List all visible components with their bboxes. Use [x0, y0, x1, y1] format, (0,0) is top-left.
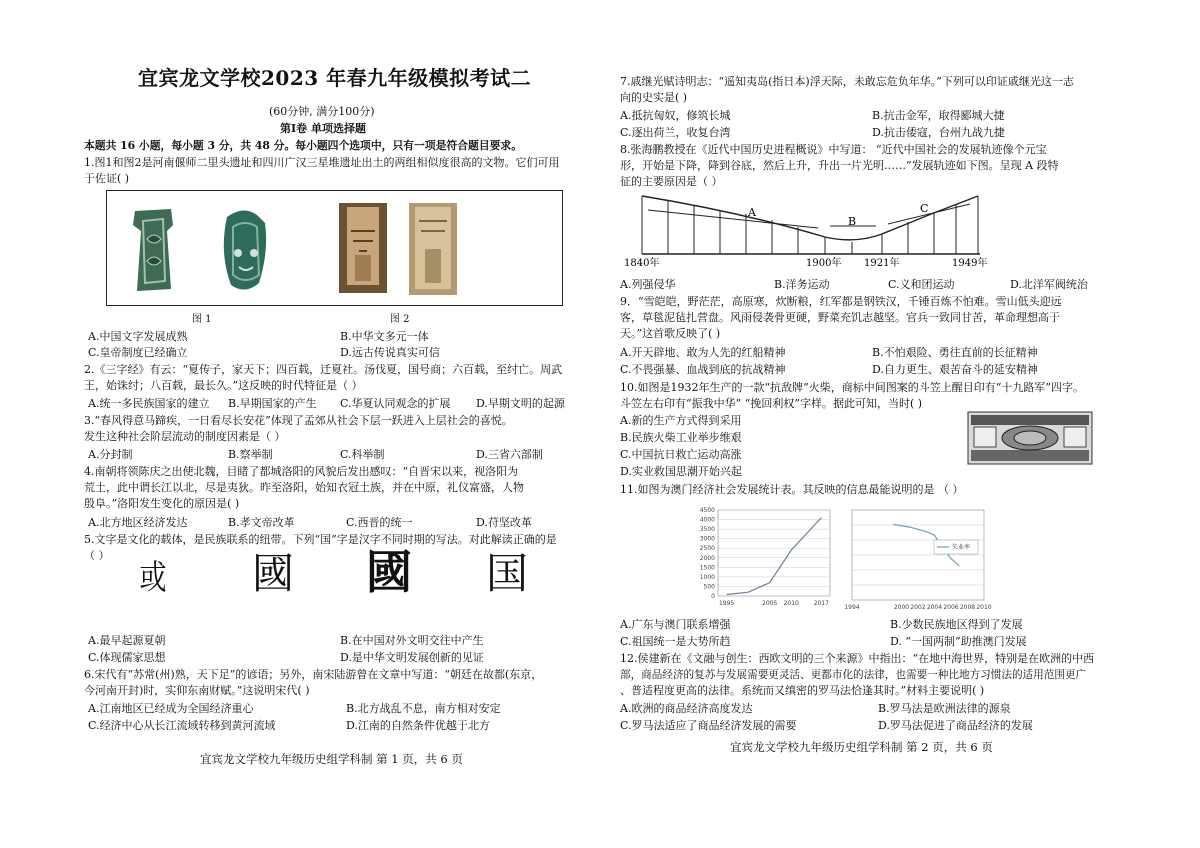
chart2-x-tick-label: 2008 — [959, 604, 976, 611]
artifact-photos — [107, 191, 562, 305]
section-heading: 第Ⅰ卷 单项选择题 — [280, 122, 366, 135]
q3-option-c[interactable]: C.科举制 — [340, 448, 385, 461]
q6-option-d[interactable]: D.江南的自然条件优越于北方 — [346, 719, 490, 732]
artifact-scepter-2 — [409, 203, 457, 295]
q11-option-c[interactable]: C.祖国统一是大势所趋 — [620, 635, 731, 648]
chart1-y-tick-label: 2000 — [699, 554, 715, 562]
question-11 — [620, 482, 1114, 498]
chart2-x-tick-label: 2002 — [910, 604, 926, 611]
artifact-plaque-1 — [133, 209, 173, 291]
guo-glyph-traditional: 國 — [366, 545, 412, 599]
figure-1-caption: 图 1 — [192, 314, 212, 325]
q5-option-b[interactable]: B.在中国对外文明交往中产生 — [340, 634, 484, 647]
q3-option-a[interactable]: A.分封制 — [88, 448, 133, 461]
chart1-x-tick-label: 2010 — [783, 600, 799, 607]
macau-charts-svg — [620, 500, 990, 616]
chart1-y-tick-label: 1500 — [699, 564, 715, 572]
q1-option-b[interactable]: B.中华文多元一体 — [340, 330, 429, 343]
segment-c-arrow — [888, 204, 970, 224]
chart1-y-tick-label: 4000 — [699, 516, 715, 524]
q6-option-a[interactable]: A.江南地区已经成为全国经济重心 — [88, 702, 254, 715]
question-9-line-1: 9．“雪皑皑，野茫茫，高原寒，炊断粮，红军都是钢铁汉，千锤百炼不怕难。雪山低头迎远 — [620, 295, 1062, 308]
question-9-line-3: 天。”这首歌反映了( ) — [620, 327, 721, 340]
question-3-line-1: 3.“春风得意马蹄疾，一日看尽长安花”体现了孟郊从社会下层一跃进入上层社会的喜悦。 — [84, 414, 513, 427]
question-12-line-2: 部，商品经济的复苏与发展需要更灵活、更都市化的法律，也需要一种比地方习惯法的适用范围更广 — [620, 669, 1087, 681]
question-2-line-2: 王，始诛纣；八百载，最长久。”这反映的时代特征是（ ） — [84, 379, 363, 392]
question-9 — [620, 294, 1114, 342]
question-4 — [84, 464, 584, 512]
q1-option-d[interactable]: D.远古传说真实可信 — [340, 346, 440, 359]
q4-option-d[interactable]: D.苻坚改革 — [476, 516, 532, 529]
year-label-1840: 1840年 — [624, 258, 660, 269]
question-5-line-2: （ ） — [84, 549, 110, 562]
year-label-1949: 1949年 — [952, 258, 988, 269]
q12-option-c[interactable]: C.罗马法适应了商品经济发展的需要 — [620, 719, 797, 732]
segment-b-label: B — [848, 215, 857, 228]
q10-option-a[interactable]: A.新的生产方式得到采用 — [620, 414, 742, 427]
chart1-y-tick-label: 2500 — [699, 545, 715, 553]
question-4-line-1: 4.南朝将领陈庆之出使北魏，目睹了都城洛阳的风貌后发出感叹：“自晋宋以来，视洛阳为 — [84, 465, 519, 478]
q7-option-b[interactable]: B.抗击金军，取得郾城大捷 — [872, 109, 1005, 122]
question-10-line-2: 斗笠左右印有“振我中华” “挽回利权”字样。据此可知，当时( ) — [620, 397, 923, 410]
guo-glyph-simplified: 国 — [486, 549, 529, 598]
question-6-line-1: 6.宋代有“苏常(州)熟，天下足”的谚语；另外，南宋陆游曾在文章中写道：“朝廷在故都(东京， — [84, 668, 543, 681]
question-1-line-2: 于佐证( ) — [84, 172, 130, 185]
question-4-line-2: 荒土，此中谓长江以北，尽是夷狄。昨至洛阳，始知衣冠土族，并在中原，礼仪富盛，人物 — [84, 481, 524, 494]
question-6 — [84, 667, 584, 699]
artifact-plaque-2 — [224, 210, 266, 289]
q8-option-a[interactable]: A.列强侵华 — [620, 278, 676, 291]
q12-option-d[interactable]: D.罗马法促进了商品经济的发展 — [878, 719, 1033, 732]
question-5-line-1: 5.文字是文化的载体，是民族联系的纽带。下列“国”字是汉字不同时期的写法。对此解读正确的是 — [84, 533, 557, 546]
q7-option-a[interactable]: A.抵抗匈奴，修筑长城 — [620, 109, 731, 122]
q8-option-c[interactable]: C.义和团运动 — [888, 278, 955, 291]
q4-option-b[interactable]: B.孝文帝改革 — [228, 516, 295, 529]
guo-character-forms — [84, 545, 584, 624]
q7-option-d[interactable]: D.抗击倭寇，台州九战九捷 — [872, 126, 1005, 139]
q9-option-d[interactable]: D.自力更生、艰苦奋斗的延安精神 — [872, 363, 1038, 376]
q5-option-a[interactable]: A.最早起源夏朝 — [88, 634, 166, 647]
chart1-y-tick-label: 1000 — [699, 573, 715, 581]
q2-option-c[interactable]: C.华夏认同观念的扩展 — [340, 397, 451, 410]
question-8-line-1: 8.张海鹏教授在《近代中国历史进程概说》中写道： “近代中国社会的发展轨迹像个元宝 — [620, 143, 1047, 156]
q12-option-a[interactable]: A.欧洲的商品经济高度发达 — [620, 702, 753, 715]
question-7 — [620, 74, 1114, 106]
q1-option-a[interactable]: A.中国文字发展成熟 — [88, 330, 188, 343]
page-1-footer: 宜宾龙文学校九年级历史组学科制 第 1 页，共 6 页 — [200, 752, 463, 766]
chart1-x-tick-label: 1995 — [718, 600, 735, 607]
question-8-line-3: 征的主要原因是（ ） — [620, 175, 723, 188]
question-2 — [84, 362, 584, 394]
chart1-y-tick-label: 4500 — [699, 507, 715, 514]
q11-option-a[interactable]: A.广东与澳门联系增强 — [620, 618, 731, 631]
q5-option-c[interactable]: C.体现儒家思想 — [88, 651, 166, 664]
q11-option-b[interactable]: B.少数民族地区得到了发展 — [890, 618, 1023, 631]
question-2-line-1: 2.《三字经》有云：“夏传子，家天下；四百载，迁夏社。汤伐夏，国号商；六百载，至纣亡。周武 — [84, 363, 563, 376]
question-7-line-1: 7.戚继光赋诗明志：“遥知夷岛(指日本)浮天际，未敢忘危负年华。”下列可以印证戚继光这一志 — [620, 75, 1074, 88]
ingot-trajectory-diagram — [620, 192, 1000, 270]
chart2-x-tick-label: 2004 — [926, 604, 943, 611]
artifact-scepter-1 — [339, 203, 387, 293]
question-1 — [84, 155, 584, 187]
guo-glyph-oracle: 或 — [139, 558, 167, 598]
question-6-line-2: 今河南开封)时，实仰东南财赋。”这说明宋代( ) — [84, 684, 310, 697]
q8-option-b[interactable]: B.洋务运动 — [774, 278, 830, 291]
q9-option-a[interactable]: A.开天辟地、敢为人先的红船精神 — [620, 346, 786, 359]
segment-a-label: A — [748, 206, 756, 219]
q5-option-d[interactable]: D.是中华文明发展创新的见证 — [340, 651, 484, 664]
q1-option-c[interactable]: C.皇帝制度已经确立 — [88, 346, 188, 359]
q6-option-c[interactable]: C.经济中心从长江流域转移到黄河流域 — [88, 719, 276, 732]
year-label-1900: 1900年 — [806, 258, 842, 269]
q6-option-b[interactable]: B.北方战乱不息，南方相对安定 — [346, 702, 501, 715]
chart1-y-tick-label: 500 — [703, 583, 715, 591]
q4-option-c[interactable]: C.西晋的统一 — [346, 516, 413, 529]
chart2-x-tick-label: 2006 — [943, 604, 959, 611]
figure-frame — [106, 190, 563, 306]
chart1-y-tick-label: 0 — [711, 593, 715, 600]
macau-statistics-charts — [620, 500, 990, 616]
q10-option-c[interactable]: C.中国抗日救亡运动高涨 — [620, 448, 742, 461]
chart1-x-tick-label: 2005 — [762, 600, 778, 607]
question-12-line-1: 12.侯建新在《文融与创生：西欧文明的三个来源》中指出：“在地中海世界，特别是在欧洲的中西 — [620, 652, 1095, 665]
segment-c-label: C — [920, 202, 929, 215]
question-8 — [620, 142, 1114, 190]
question-10 — [620, 380, 1114, 412]
chart1-y-tick-label: 3000 — [699, 535, 715, 543]
chart2-legend-label: 失业率 — [952, 544, 971, 551]
trajectory-svg — [620, 192, 1000, 270]
matchbox-label-image — [968, 412, 1092, 464]
q4-option-a[interactable]: A.北方地区经济发达 — [88, 516, 188, 529]
chart1-y-tick-label: 3500 — [699, 526, 715, 534]
chart1-x-tick-label: 2017 — [813, 600, 830, 607]
question-1-line-1: 1.图1和图2是河南偃师二里头遗址和四川广汉三星堆遗址出土的两组相似度很高的文物。它们可用 — [84, 156, 560, 169]
question-3 — [84, 413, 584, 445]
question-11-line-1: 11.如图为澳门经济社会发展统计表。其反映的信息最能说明的是 （ ） — [620, 483, 964, 496]
q7-option-c[interactable]: C.逐出荷兰，收复台湾 — [620, 126, 731, 139]
q3-option-d[interactable]: D.三省六部制 — [476, 448, 543, 461]
q8-option-d[interactable]: D.北洋军阀统治 — [1010, 278, 1088, 291]
question-9-line-2: 客，草毯泥毡扎营盘。风雨侵袭骨更硬，野菜充饥志越坚。官兵一致同甘苦，革命理想高于 — [620, 311, 1060, 324]
q9-option-c[interactable]: C.不畏强暴、血战到底的抗战精神 — [620, 363, 786, 376]
q11-option-d[interactable]: D. “一国两制”助推澳门发展 — [890, 635, 1027, 648]
question-7-line-2: 向的史实是( ) — [620, 91, 688, 104]
q2-option-d[interactable]: D.早期文明的起源 — [476, 397, 565, 410]
q3-option-b[interactable]: B.察举制 — [228, 448, 273, 461]
q10-option-d[interactable]: D.实业救国思潮开始兴起 — [620, 465, 742, 478]
q10-option-b[interactable]: B.民族火柴工业举步维艰 — [620, 431, 742, 444]
q2-option-b[interactable]: B.早期国家的产生 — [228, 397, 317, 410]
exam-subtitle: (60分钟, 满分100分) — [269, 105, 375, 118]
exam-title: 宜宾龙文学校2023 年春九年级模拟考试二 — [138, 66, 532, 90]
question-4-line-3: 殷阜。”洛阳发生变化的原因是( ) — [84, 497, 240, 510]
q12-option-b[interactable]: B.罗马法是欧洲法律的源泉 — [878, 702, 1011, 715]
q2-option-a[interactable]: A.统一多民族国家的建立 — [88, 397, 210, 410]
chart2-x-tick-label: 2010 — [976, 604, 992, 611]
guo-glyph-seal: 國 — [252, 549, 295, 598]
chart2-x-tick-label: 1994 — [844, 604, 860, 611]
question-10-line-1: 10.如图是1932年生产的一款“抗敌牌”火柴，商标中间图案的斗笠上醒目印有“十九路军”四字。 — [620, 381, 1084, 394]
year-label-1921: 1921年 — [864, 258, 900, 269]
q9-option-b[interactable]: B.不怕艰险、勇往直前的长征精神 — [872, 346, 1038, 359]
question-3-line-2: 发生这种社会阶层流动的制度因素是（ ） — [84, 430, 286, 443]
question-12-line-3: 、普适程度更高的法律。系统而又缜密的罗马法恰逢其时。”材料主要说明( ) — [620, 684, 985, 697]
question-8-line-2: 形，开始是下降，降到谷底，然后上升，升出一片光明……”发展轨迹如下图。呈现 A 段特 — [620, 159, 1059, 172]
question-12 — [620, 651, 1114, 699]
chart1-frame — [718, 510, 830, 596]
chart2-x-tick-label: 2000 — [893, 604, 910, 611]
figure-2-caption: 图 2 — [390, 314, 410, 325]
page-2-footer: 宜宾龙文学校九年级历史组学科制 第 2 页，共 6 页 — [730, 740, 993, 754]
matchbox-svg — [968, 412, 1092, 464]
section-instructions: 本题共 16 小题，每小题 3 分，共 48 分。每小题四个选项中，只有一项是符合题目要求。 — [84, 139, 523, 152]
